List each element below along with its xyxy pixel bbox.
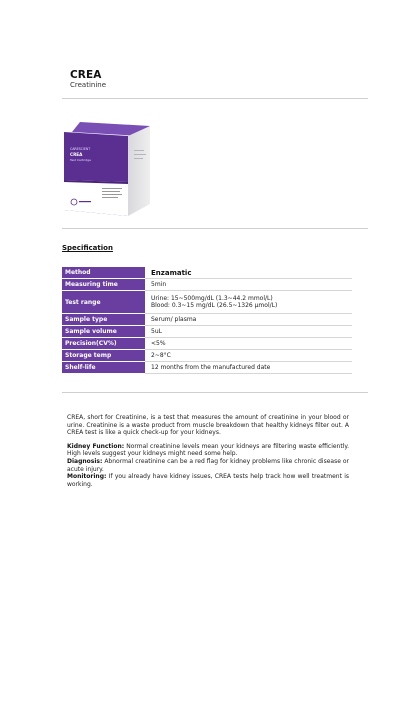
spec-value: 12 months from the manufactured date [145, 362, 352, 374]
spec-value [145, 291, 352, 314]
spec-value: 2~8°C [145, 350, 352, 362]
specification-heading: Specification [62, 244, 113, 252]
item-term: Kidney Function: [67, 442, 125, 450]
spec-label: Sample type [62, 314, 145, 326]
spec-label: Test range [62, 291, 145, 314]
spec-value: <5% [145, 338, 352, 350]
description-item-diagnosis [67, 458, 349, 473]
spec-value: 5min [145, 279, 352, 291]
spec-value: Enzamatic [145, 267, 352, 279]
divider-top [62, 98, 368, 99]
specification-table [62, 267, 352, 374]
spec-row-storage-temp [62, 350, 352, 362]
item-term: Monitoring: [67, 473, 107, 481]
box-brand: CARESCIENT [70, 147, 91, 151]
description-intro: CREA, short for Creatinine, is a test that measures the amount of creatinine in your blood or urine. Creatinine is a waste product from muscle breakdown that healthy kidneys filter out. A CREA test is like a quick check-up for your kidneys. [67, 414, 349, 437]
test-range-urine: Urine: 15~500mg/dL (1.3~44.2 mmol/L) [151, 295, 273, 302]
spec-row-test-range [62, 291, 352, 314]
box-type: Test Cartridge [70, 158, 91, 162]
item-text: If you already have kidney issues, CREA tests help track how well treatment is working. [67, 473, 349, 488]
spec-label: Shelf-life [62, 362, 145, 374]
spec-row-sample-volume [62, 326, 352, 338]
test-range-blood: Blood: 0.3~15 mg/dL (26.5~1326 μmol/L) [151, 302, 278, 309]
spec-value: 5uL [145, 326, 352, 338]
spec-row-measuring-time [62, 279, 352, 291]
product-subtitle: Creatinine [70, 81, 107, 89]
product-box-image [62, 120, 152, 218]
divider-middle [62, 228, 368, 229]
spec-label: Precision(CV%) [62, 338, 145, 350]
spec-row-shelf-life [62, 362, 352, 374]
description [67, 414, 349, 488]
spec-value: Serum/ plasma [145, 314, 352, 326]
spec-label: Sample volume [62, 326, 145, 338]
spec-row-precision [62, 338, 352, 350]
item-text: Normal creatinine levels mean your kidneys are filtering waste efficiently. High levels suggest your kidneys might need some help. [67, 442, 349, 458]
spec-label: Storage temp [62, 350, 145, 362]
spec-label: Method [62, 267, 145, 279]
item-text: Abnormal creatinine can be a red flag for kidney problems like chronic disease or acute injury. [67, 457, 349, 473]
product-title: CREA [70, 69, 102, 81]
divider-bottom [62, 392, 368, 393]
box-name: CREA [70, 152, 83, 157]
description-item-monitoring [67, 473, 349, 488]
spec-label: Measuring time [62, 279, 145, 291]
item-term: Diagnosis: [67, 457, 103, 465]
description-item-kidney-function [67, 443, 349, 458]
spec-row-method [62, 267, 352, 279]
spec-row-sample-type [62, 314, 352, 326]
